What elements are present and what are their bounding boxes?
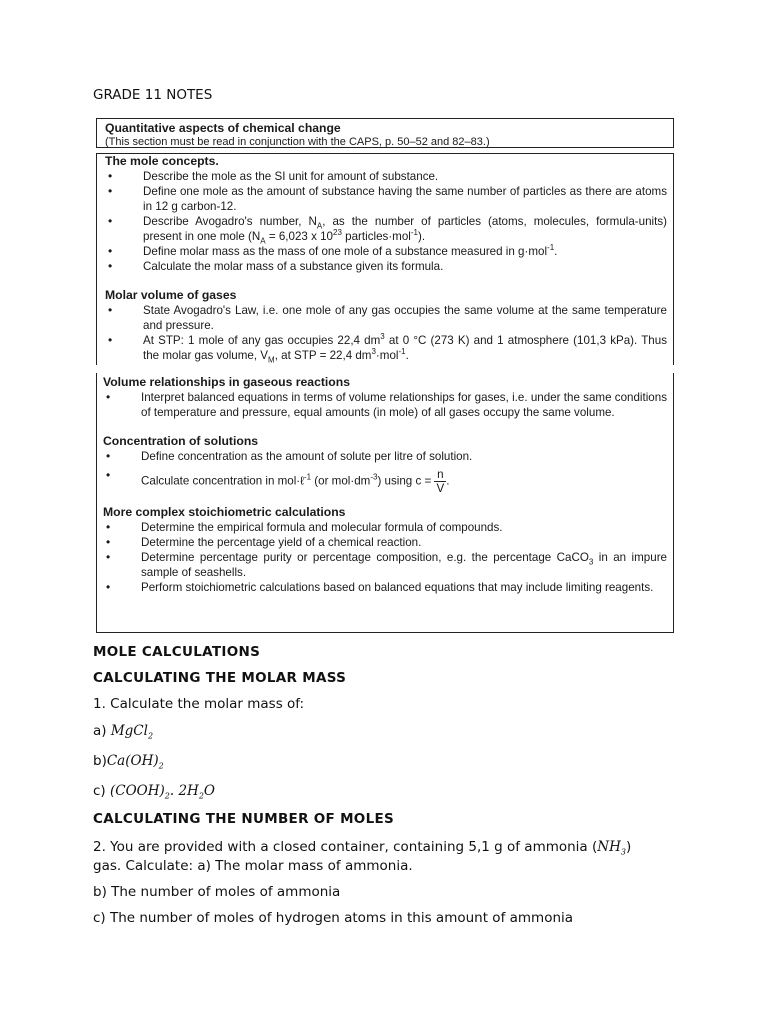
mole-concepts-title: The mole concepts.: [105, 154, 219, 168]
heading-number-of-moles: CALCULATING THE NUMBER OF MOLES: [93, 811, 395, 827]
notes-title: GRADE 11 NOTES: [93, 87, 213, 103]
list-item: • Calculate the molar mass of a substance given its formula.: [105, 259, 667, 274]
question-2c: c) The number of moles of hydrogen atoms in this amount of ammonia: [93, 910, 574, 926]
stoichiometric-list: [103, 520, 667, 595]
list-item: • Determine the percentage yield of a chemical reaction.: [103, 535, 667, 550]
list-item: • Perform stoichiometric calculations based on balanced equations that may include limiting reagents.: [103, 580, 667, 595]
mole-concepts-box: [96, 153, 674, 365]
question-1c: c) $(COOH)_2$. $2H_2O$: [93, 783, 215, 801]
volume-relationships-title: Volume relationships in gaseous reactions: [103, 375, 350, 389]
list-item: • Define molar mass as the mass of one mole of a substance measured in g·mol$^{-1}$.: [105, 244, 667, 259]
list-item: • Determine percentage purity or percentage composition, e.g. the percentage CaCO$_3$ in an impure sample of seashells.: [103, 550, 667, 580]
section-header-subtitle: (This section must be read in conjunction with the CAPS, p. 50–52 and 82–83.): [105, 136, 490, 148]
question-1a: a) MgCl$_2$: [93, 723, 154, 741]
question-2a: gas. Calculate: a) The molar mass of ammonia.: [93, 858, 413, 874]
volume-relationships-list: [103, 390, 667, 420]
list-item: • State Avogadro's Law, i.e. one mole of any gas occupies the same volume at the same temperature and pressure.: [105, 303, 667, 333]
question-2: 2. You are provided with a closed container, containing 5,1 g of ammonia $(NH_3)$: [93, 839, 632, 857]
section-header-title: Quantitative aspects of chemical change: [105, 121, 341, 135]
stoichiometry-box: [96, 373, 674, 633]
concentration-list: [103, 449, 667, 495]
question-1: 1. Calculate the molar mass of:: [93, 696, 305, 712]
list-item: • Interpret balanced equations in terms of volume relationships for gases, i.e. under the same conditions of temperature and pressure, equal amounts (in mole) of all gases occupy the same volume.: [103, 390, 667, 420]
question-2b: b) The number of moles of ammonia: [93, 884, 341, 900]
concentration-title: Concentration of solutions: [103, 434, 259, 448]
question-1b: $b)Ca(OH)_2$: [93, 753, 164, 771]
list-item: • Determine the empirical formula and molecular formula of compounds.: [103, 520, 667, 535]
heading-mole-calculations: MOLE CALCULATIONS: [93, 644, 261, 660]
molar-volume-list: [105, 303, 667, 363]
molar-volume-title: Molar volume of gases: [105, 288, 237, 302]
list-item: • Define concentration as the amount of solute per litre of solution.: [103, 449, 667, 464]
mole-concepts-list: [105, 169, 667, 274]
list-item: • Describe the mole as the SI unit for amount of substance.: [105, 169, 667, 184]
concentration-fraction: $\frac{n}{V}$: [436, 468, 445, 495]
heading-molar-mass: CALCULATING THE MOLAR MASS: [93, 670, 347, 686]
list-item: • Calculate concentration in mol·ℓ$^{-1}$ (or $mol\cdot dm^{-3}$) using c = $\frac{n}{V}$ .: [103, 468, 667, 495]
list-item: • Define one mole as the amount of substance having the same number of particles as there are atoms in 12 g carbon-12.: [105, 184, 667, 214]
list-item: • At STP: 1 mole of any gas occupies 22,4 $dm^3$ at 0 °C (273 K) and 1 atmosphere (101,3 kPa). Thus the molar gas volume, $V_M$, at STP = 22,4 $dm^3\cdot mol^{-1}$.: [105, 333, 667, 363]
list-item: • Describe Avogadro's number, $N_A$, as the number of particles (atoms, molecules, formula-units) present in one mole ($N_A = 6,023$ x $10^{23}$ particles·mol$^{-1}$).: [105, 214, 667, 244]
stoichiometric-title: More complex stoichiometric calculations: [103, 505, 346, 519]
section-header-box: [96, 118, 674, 148]
